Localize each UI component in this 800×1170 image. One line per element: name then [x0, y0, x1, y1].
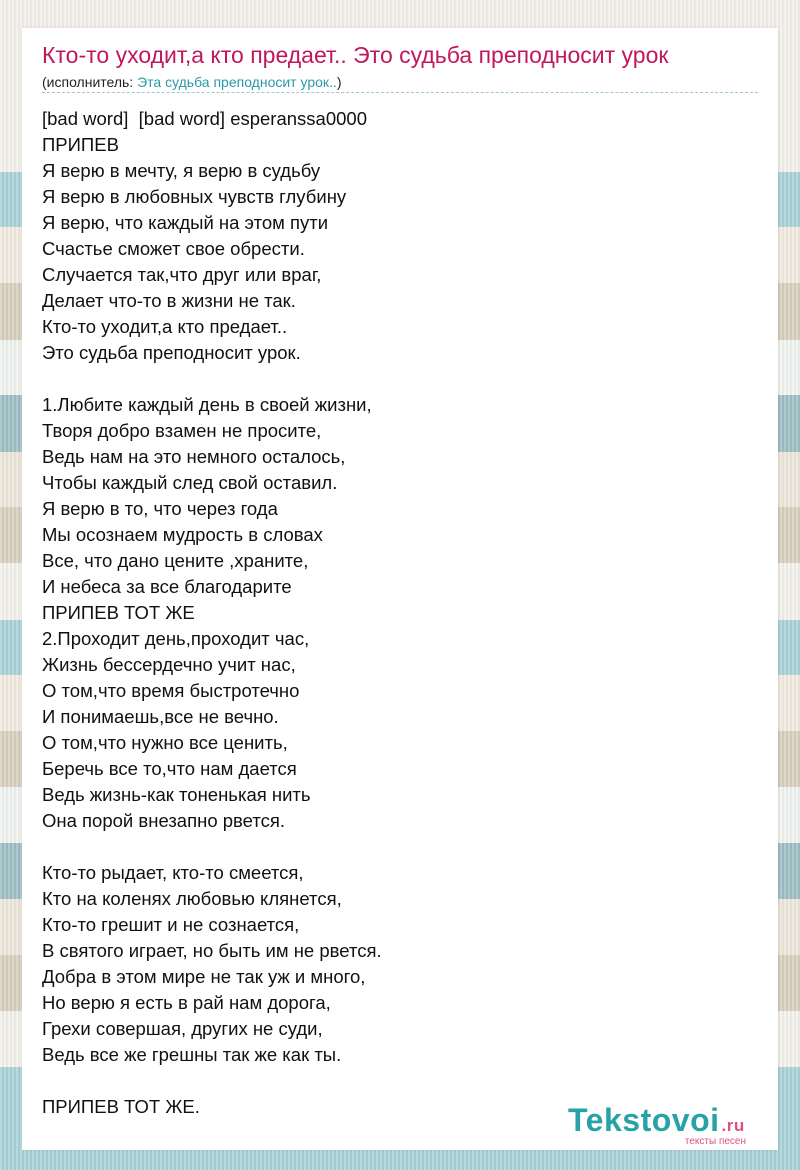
byline-suffix: )	[336, 74, 342, 90]
song-title: Кто-то уходит,а кто предает.. Это судьба преподносит урок	[42, 42, 669, 68]
logo-domain: .ru	[721, 1116, 745, 1135]
logo-wordmark	[568, 1102, 745, 1139]
site-logo[interactable]	[568, 1102, 774, 1146]
byline-prefix: (исполнитель:	[42, 74, 138, 90]
lyrics-text: [bad word] [bad word] esperanssa0000 ПРИПЕВ Я верю в мечту, я верю в судьбу Я верю в любовных чувств глубину Я верю, что каждый на этом пути Счастье сможет свое обрести. Случается так,что друг или враг, Делает что-то в жизни не так. Кто-то уходит,а кто предает.. Это судьба преподносит урок. 1.Любите каждый день в своей жизни, Творя добро взамен не просите, Ведь нам на это немного осталось, Чтобы каждый след свой оставил. Я верю в то, что через года Мы осознаем мудрость в словах Все, что дано цените ,храните, И небеса за все благодарите ПРИПЕВ ТОТ ЖЕ 2.Проходит день,проходит час, Жизнь бессердечно учит нас, О том,что время быстротечно И понимаешь,все не вечно. О том,что нужно все ценить, Беречь все то,что нам дается Ведь жизнь-как тоненькая нить Она порой внезапно рвется. Кто-то рыдает, кто-то смеется, Кто на коленях любовью клянется, Кто-то грешит и не сознается, В святого играет, но быть им не рвется. Добра в этом мире не так уж и много, Но верю я есть в рай нам дорога, Грехи совершая, других не суди, Ведь все же грешны так же как ты. ПРИПЕВ ТОТ ЖЕ.	[42, 108, 382, 1117]
logo-name: Tekstovoi	[568, 1102, 720, 1138]
header-divider	[42, 92, 758, 93]
logo-tagline: тексты песен	[684, 1136, 746, 1147]
artist-link[interactable]: Эта судьба преподносит урок..	[137, 74, 337, 90]
artist-byline	[42, 74, 341, 90]
lyrics-card	[22, 28, 778, 1150]
